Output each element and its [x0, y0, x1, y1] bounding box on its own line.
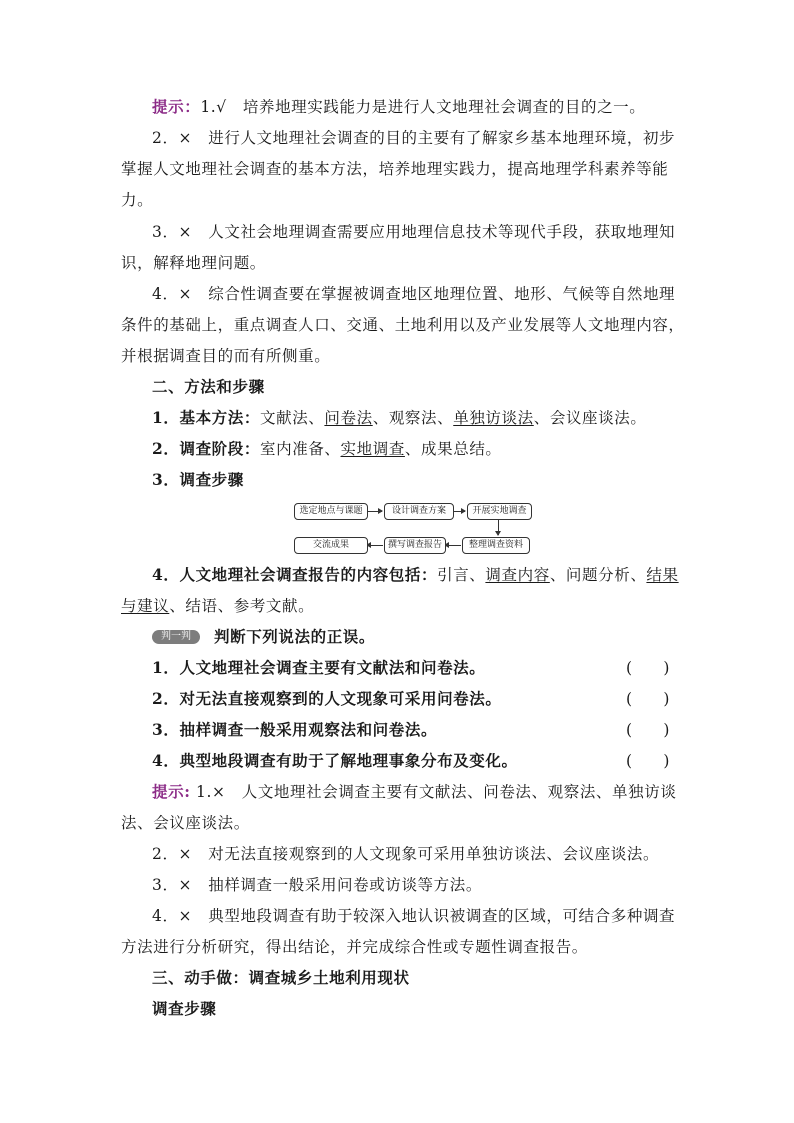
judge-q4-answer-blank[interactable]: ( ) — [626, 752, 670, 770]
hint-label: 提示： — [152, 97, 201, 116]
hint2-item2: 2．× 对无法直接观察到的人文现象可采用单独访谈法、会议座谈法。 — [152, 845, 660, 863]
judge-q2: 2．对无法直接观察到的人文现象可采用问卷法。 — [152, 689, 502, 708]
hint1-item3-line2: 识，解释地理问题。 — [121, 254, 266, 272]
hint1-item4-line3: 并根据调查目的而有所侧重。 — [121, 347, 331, 365]
report-line2: 与建议、结语、参考文献。 — [121, 597, 315, 615]
flow-arrow-1 — [367, 511, 382, 512]
steps-label: 3．调查步骤 — [152, 470, 244, 489]
flow-box-organize-data: 整理调查资料 — [462, 537, 530, 554]
flow-box-field-survey: 开展实地调查 — [467, 503, 532, 520]
methods-line: 1．基本方法：文献法、问卷法、观察法、单独访谈法、会议座谈法。 — [152, 408, 647, 427]
judge-q3-answer-blank[interactable]: ( ) — [626, 721, 670, 739]
flow-arrow-5 — [367, 545, 383, 546]
hint1-item3-line1: 3．× 人文社会地理调查需要应用地理信息技术等现代手段，获取地理知 — [152, 223, 676, 241]
flow-arrow-2 — [453, 511, 465, 512]
hint2-item4-line2: 方法进行分析研究，得出结论，并完成综合性或专题性调查报告。 — [121, 938, 588, 956]
hint1-item4-line1: 4．× 综合性调查要在掌握被调查地区地理位置、地形、气候等自然地理 — [152, 285, 676, 303]
flow-box-select-topic: 选定地点与课题 — [294, 503, 368, 520]
section3-subtitle: 调查步骤 — [152, 999, 217, 1018]
judge-q1: 1．人文地理社会调查主要有文献法和问卷法。 — [152, 658, 486, 677]
flow-box-write-report: 撰写调查报告 — [384, 537, 446, 554]
flow-box-design-plan: 设计调查方案 — [384, 503, 454, 520]
hint1-item4-line2: 条件的基础上，重点调查人口、交通、土地利用以及产业发展等人文地理内容， — [121, 316, 685, 334]
hint2-item1-line2: 法、会议座谈法。 — [121, 814, 250, 832]
judge-q2-answer-blank[interactable]: ( ) — [626, 690, 670, 708]
judge-q3: 3．抽样调查一般采用观察法和问卷法。 — [152, 720, 438, 739]
section2-title: 二、方法和步骤 — [152, 377, 265, 396]
stages-line: 2．调查阶段：室内准备、实地调查、成果总结。 — [152, 439, 502, 458]
judge-q4: 4．典型地段调查有助于了解地理事象分布及变化。 — [152, 751, 518, 770]
flow-arrow-4 — [445, 545, 461, 546]
hint2-item1-line1: 提示: 1.× 人文地理社会调查主要有文献法、问卷法、观察法、单独访谈 — [152, 782, 677, 801]
judge-badge: 判一判 — [152, 630, 200, 644]
report-line1: 4．人文地理社会调查报告的内容包括：引言、调查内容、问题分析、结果 — [152, 565, 679, 584]
hint1-item2-line3: 力。 — [121, 191, 154, 209]
judge-header: 判一判 判断下列说法的正误。 — [152, 627, 708, 647]
hint2-item4-line1: 4．× 典型地段调查有助于较深入地认识被调查的区域，可结合多种调查 — [152, 907, 676, 925]
hint1-item2-line2: 掌握人文地理社会调查的基本方法，培养地理实践力，提高地理学科素养等能 — [121, 160, 669, 178]
hint2-item3: 3．× 抽样调查一般采用问卷或访谈等方法。 — [152, 876, 482, 894]
hint1-item1: 提示：1.√ 培养地理实践能力是进行人文地理社会调查的目的之一。 — [152, 97, 646, 116]
hint1-item2-line1: 2．× 进行人文地理社会调查的目的主要有了解家乡基本地理环境，初步 — [152, 129, 676, 147]
flow-arrow-3 — [498, 520, 499, 535]
section3-title: 三、动手做：调查城乡土地利用现状 — [152, 968, 410, 987]
survey-steps-flowchart — [292, 500, 532, 556]
judge-q1-answer-blank[interactable]: ( ) — [626, 659, 670, 677]
hint-label: 提示: — [152, 782, 191, 801]
flow-box-share-results: 交流成果 — [294, 537, 368, 554]
